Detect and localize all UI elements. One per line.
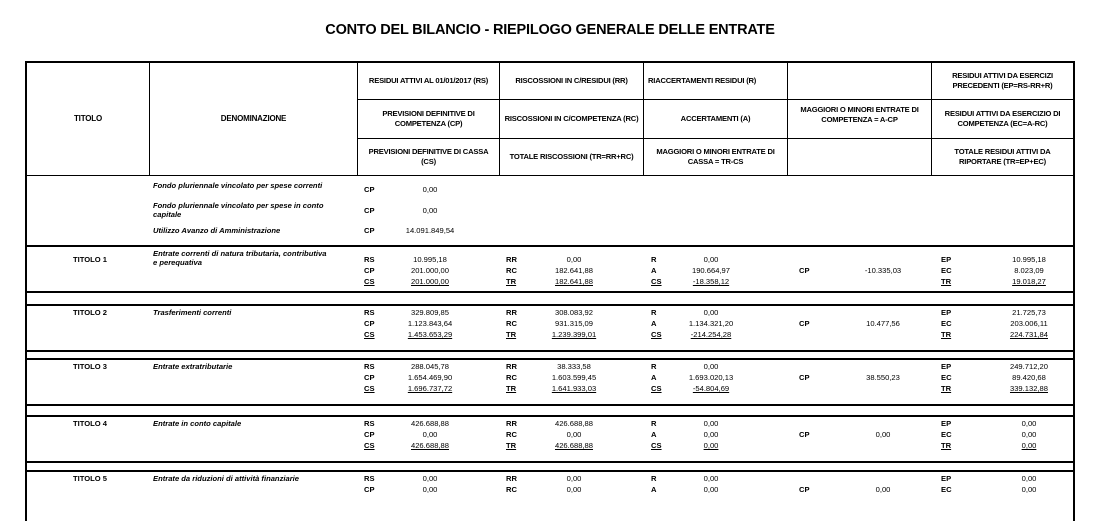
row-code: EP xyxy=(941,255,952,264)
row-value: 1.123.843,64 xyxy=(407,319,453,328)
header-denominazione: DENOMINAZIONE xyxy=(150,63,358,176)
preamble-value: 0,00 xyxy=(422,185,438,194)
row-value: 38.333,58 xyxy=(557,362,591,371)
row-value: 0,00 xyxy=(703,362,719,371)
row-code: CP xyxy=(799,319,810,328)
row-code: A xyxy=(651,373,657,382)
header-maggiori-minori-cassa: MAGGIORI O MINORI ENTRATE DI CASSA = TR-CS xyxy=(644,139,788,176)
row-value: -18.358,12 xyxy=(692,277,730,286)
titolo-block xyxy=(27,470,1073,518)
row-value: 0,00 xyxy=(422,430,438,439)
row-value: 0,00 xyxy=(1021,441,1037,450)
row-code: TR xyxy=(941,330,952,339)
row-value: 38.550,23 xyxy=(866,373,900,382)
preamble-value: 14.091.849,54 xyxy=(405,226,455,235)
row-value: 0,00 xyxy=(422,474,438,483)
row-code: R xyxy=(651,362,657,371)
row-code: CP xyxy=(364,485,375,494)
row-code: TR xyxy=(506,384,517,393)
row-code: EP xyxy=(941,474,952,483)
row-code: CP xyxy=(799,485,810,494)
header-blank-2 xyxy=(788,139,932,176)
row-code: CP xyxy=(364,319,375,328)
row-value: 0,00 xyxy=(703,485,719,494)
titolo-denominazione: Entrate da riduzioni di attività finanziarie xyxy=(153,474,299,483)
row-code: EC xyxy=(941,373,952,382)
row-value: 10.995,18 xyxy=(413,255,447,264)
titolo-denominazione: Entrate in conto capitale xyxy=(153,419,242,428)
row-value: 426.688,88 xyxy=(410,441,449,450)
row-value: 0,00 xyxy=(566,474,582,483)
row-code: CP xyxy=(799,373,810,382)
row-value: 10.995,18 xyxy=(1012,255,1046,264)
row-value: 339.132,88 xyxy=(1009,384,1048,393)
header-riscossioni-competenza: RISCOSSIONI IN C/COMPETENZA (RC) xyxy=(500,100,644,139)
row-code: EC xyxy=(941,430,952,439)
row-code: RS xyxy=(364,255,375,264)
row-value: 1.696.737,72 xyxy=(407,384,453,393)
row-code: RS xyxy=(364,362,375,371)
row-code: CS xyxy=(364,441,375,450)
header-riaccertamenti: RIACCERTAMENTI RESIDUI (R) xyxy=(644,63,788,100)
row-value: 203.006,11 xyxy=(1010,319,1048,328)
titolo-label: TITOLO 2 xyxy=(72,308,108,317)
preamble-label: Fondo pluriennale vincolato per spese in conto capitale xyxy=(153,201,324,219)
titolo-denominazione: Entrate correnti di natura tributaria, contributiva e perequativa xyxy=(153,249,327,267)
header-totale-riscossioni: TOTALE RISCOSSIONI (TR=RR+RC) xyxy=(500,139,644,176)
row-code: RS xyxy=(364,474,375,483)
titolo-label: TITOLO 1 xyxy=(72,255,108,264)
row-code: RC xyxy=(506,319,517,328)
row-code: RS xyxy=(364,308,375,317)
titolo-block xyxy=(27,358,1073,406)
row-code: R xyxy=(651,474,657,483)
titolo-denominazione: Entrate extratributarie xyxy=(153,362,233,371)
row-value: 0,00 xyxy=(1021,474,1037,483)
header-riscossioni-residui: RISCOSSIONI IN C/RESIDUI (RR) xyxy=(500,63,644,100)
titolo-label: TITOLO 5 xyxy=(72,474,108,483)
row-value: 0,00 xyxy=(875,430,891,439)
row-code: RC xyxy=(506,485,517,494)
header-residui-esercizio-competenza: RESIDUI ATTIVI DA ESERCIZIO DI COMPETENZA (EC=A-RC) xyxy=(932,100,1073,139)
row-value: 1.654.469,90 xyxy=(407,373,453,382)
row-code: EC xyxy=(941,266,952,275)
row-code: RC xyxy=(506,373,517,382)
row-value: 19.018,27 xyxy=(1012,277,1046,286)
header-totale-residui-riportare: TOTALE RESIDUI ATTIVI DA RIPORTARE (TR=EP+EC) xyxy=(932,139,1073,176)
row-code: RR xyxy=(506,362,517,371)
row-value: 0,00 xyxy=(1021,430,1037,439)
row-code: CP xyxy=(799,266,810,275)
titolo-block xyxy=(27,415,1073,463)
row-value: 426.688,88 xyxy=(554,419,593,428)
row-code: TR xyxy=(941,441,952,450)
row-value: 249.712,20 xyxy=(1009,362,1048,371)
row-value: 182.641,88 xyxy=(554,266,593,275)
row-value: 0,00 xyxy=(1021,485,1037,494)
row-code: EP xyxy=(941,308,952,317)
row-value: 0,00 xyxy=(703,441,719,450)
row-code: CS xyxy=(364,384,375,393)
row-code: CS xyxy=(651,330,662,339)
row-value: 0,00 xyxy=(566,485,582,494)
preamble-code: CP xyxy=(364,226,375,235)
preamble-value: 0,00 xyxy=(422,206,438,215)
row-code: TR xyxy=(506,441,517,450)
row-code: EP xyxy=(941,419,952,428)
row-code: TR xyxy=(941,277,952,286)
row-value: 288.045,78 xyxy=(410,362,449,371)
row-value: -54.804,69 xyxy=(692,384,730,393)
row-code: A xyxy=(651,485,657,494)
row-code: CS xyxy=(364,330,375,339)
header-residui-attivi: RESIDUI ATTIVI AL 01/01/2017 (RS) xyxy=(358,63,500,100)
row-code: TR xyxy=(941,384,952,393)
row-code: A xyxy=(651,430,657,439)
titolo-label: TITOLO 3 xyxy=(72,362,108,371)
row-value: 21.725,73 xyxy=(1012,308,1046,317)
row-value: 89.420,68 xyxy=(1012,373,1046,382)
row-code: CS xyxy=(364,277,375,286)
row-value: 0,00 xyxy=(703,308,719,317)
row-value: 182.641,88 xyxy=(554,277,593,286)
preamble-label: Utilizzo Avanzo di Amministrazione xyxy=(153,226,281,235)
row-value: 0,00 xyxy=(703,419,719,428)
row-value: -214.254,28 xyxy=(690,330,732,339)
row-value: 10.477,56 xyxy=(866,319,900,328)
row-code: RR xyxy=(506,474,517,483)
row-code: TR xyxy=(506,330,517,339)
row-value: 0,00 xyxy=(703,474,719,483)
row-code: R xyxy=(651,308,657,317)
bilancio-table xyxy=(25,61,1075,521)
row-value: 426.688,88 xyxy=(410,419,449,428)
row-code: CP xyxy=(364,373,375,382)
row-code: RR xyxy=(506,255,517,264)
preamble-divider xyxy=(27,245,1073,247)
header-titolo: TITOLO xyxy=(27,63,150,176)
row-value: 1.134.321,20 xyxy=(688,319,734,328)
row-code: R xyxy=(651,419,657,428)
row-value: 1.603.599,45 xyxy=(551,373,597,382)
row-value: -10.335,03 xyxy=(864,266,902,275)
row-value: 0,00 xyxy=(703,255,719,264)
row-code: CP xyxy=(364,430,375,439)
row-code: EC xyxy=(941,319,952,328)
row-value: 931.315,09 xyxy=(554,319,593,328)
row-value: 1.453.653,29 xyxy=(407,330,453,339)
preamble-code: CP xyxy=(364,185,375,194)
row-value: 308.083,92 xyxy=(554,308,593,317)
titolo-label: TITOLO 4 xyxy=(72,419,108,428)
row-code: CS xyxy=(651,277,662,286)
row-code: CP xyxy=(799,430,810,439)
row-code: EP xyxy=(941,362,952,371)
row-value: 0,00 xyxy=(422,485,438,494)
row-code: RS xyxy=(364,419,375,428)
titolo-block xyxy=(27,304,1073,352)
row-code: CP xyxy=(364,266,375,275)
preamble-code: CP xyxy=(364,206,375,215)
row-value: 1.693.020,13 xyxy=(688,373,734,382)
row-code: A xyxy=(651,319,657,328)
preamble-block xyxy=(27,176,1073,247)
row-value: 224.731,84 xyxy=(1009,330,1048,339)
preamble-label: Fondo pluriennale vincolato per spese correnti xyxy=(153,181,323,190)
row-code: RR xyxy=(506,419,517,428)
row-value: 201.000,00 xyxy=(410,266,449,275)
row-code: EC xyxy=(941,485,952,494)
row-value: 426.688,88 xyxy=(554,441,593,450)
row-value: 0,00 xyxy=(566,430,582,439)
header-maggiori-minori-competenza: MAGGIORI O MINORI ENTRATE DI COMPETENZA = A-CP xyxy=(788,100,932,139)
row-value: 0,00 xyxy=(566,255,582,264)
row-value: 201.000,00 xyxy=(410,277,449,286)
row-value: 1.239.399,01 xyxy=(551,330,597,339)
header-previsioni-cassa: PREVISIONI DEFINITIVE DI CASSA (CS) xyxy=(358,139,500,176)
titolo-denominazione: Trasferimenti correnti xyxy=(153,308,232,317)
row-value: 1.641.933,03 xyxy=(551,384,597,393)
row-code: CS xyxy=(651,441,662,450)
row-code: A xyxy=(651,266,657,275)
row-code: RC xyxy=(506,430,517,439)
row-value: 8.023,09 xyxy=(1014,266,1044,275)
row-value: 190.664,97 xyxy=(691,266,730,275)
row-value: 329.809,85 xyxy=(410,308,449,317)
row-code: RR xyxy=(506,308,517,317)
row-value: 0,00 xyxy=(703,430,719,439)
row-code: RC xyxy=(506,266,517,275)
header-residui-esercizi-precedenti: RESIDUI ATTIVI DA ESERCIZI PRECEDENTI (EP=RS-RR+R) xyxy=(932,63,1073,100)
titolo-block xyxy=(27,245,1073,293)
header-accertamenti: ACCERTAMENTI (A) xyxy=(644,100,788,139)
row-value: 0,00 xyxy=(875,485,891,494)
row-code: R xyxy=(651,255,657,264)
header-blank-1 xyxy=(788,63,932,100)
row-code: TR xyxy=(506,277,517,286)
header-previsioni-competenza: PREVISIONI DEFINITIVE DI COMPETENZA (CP) xyxy=(358,100,500,139)
document-title: CONTO DEL BILANCIO - RIEPILOGO GENERALE DELLE ENTRATE xyxy=(325,22,775,38)
row-value: 0,00 xyxy=(1021,419,1037,428)
row-code: CS xyxy=(651,384,662,393)
